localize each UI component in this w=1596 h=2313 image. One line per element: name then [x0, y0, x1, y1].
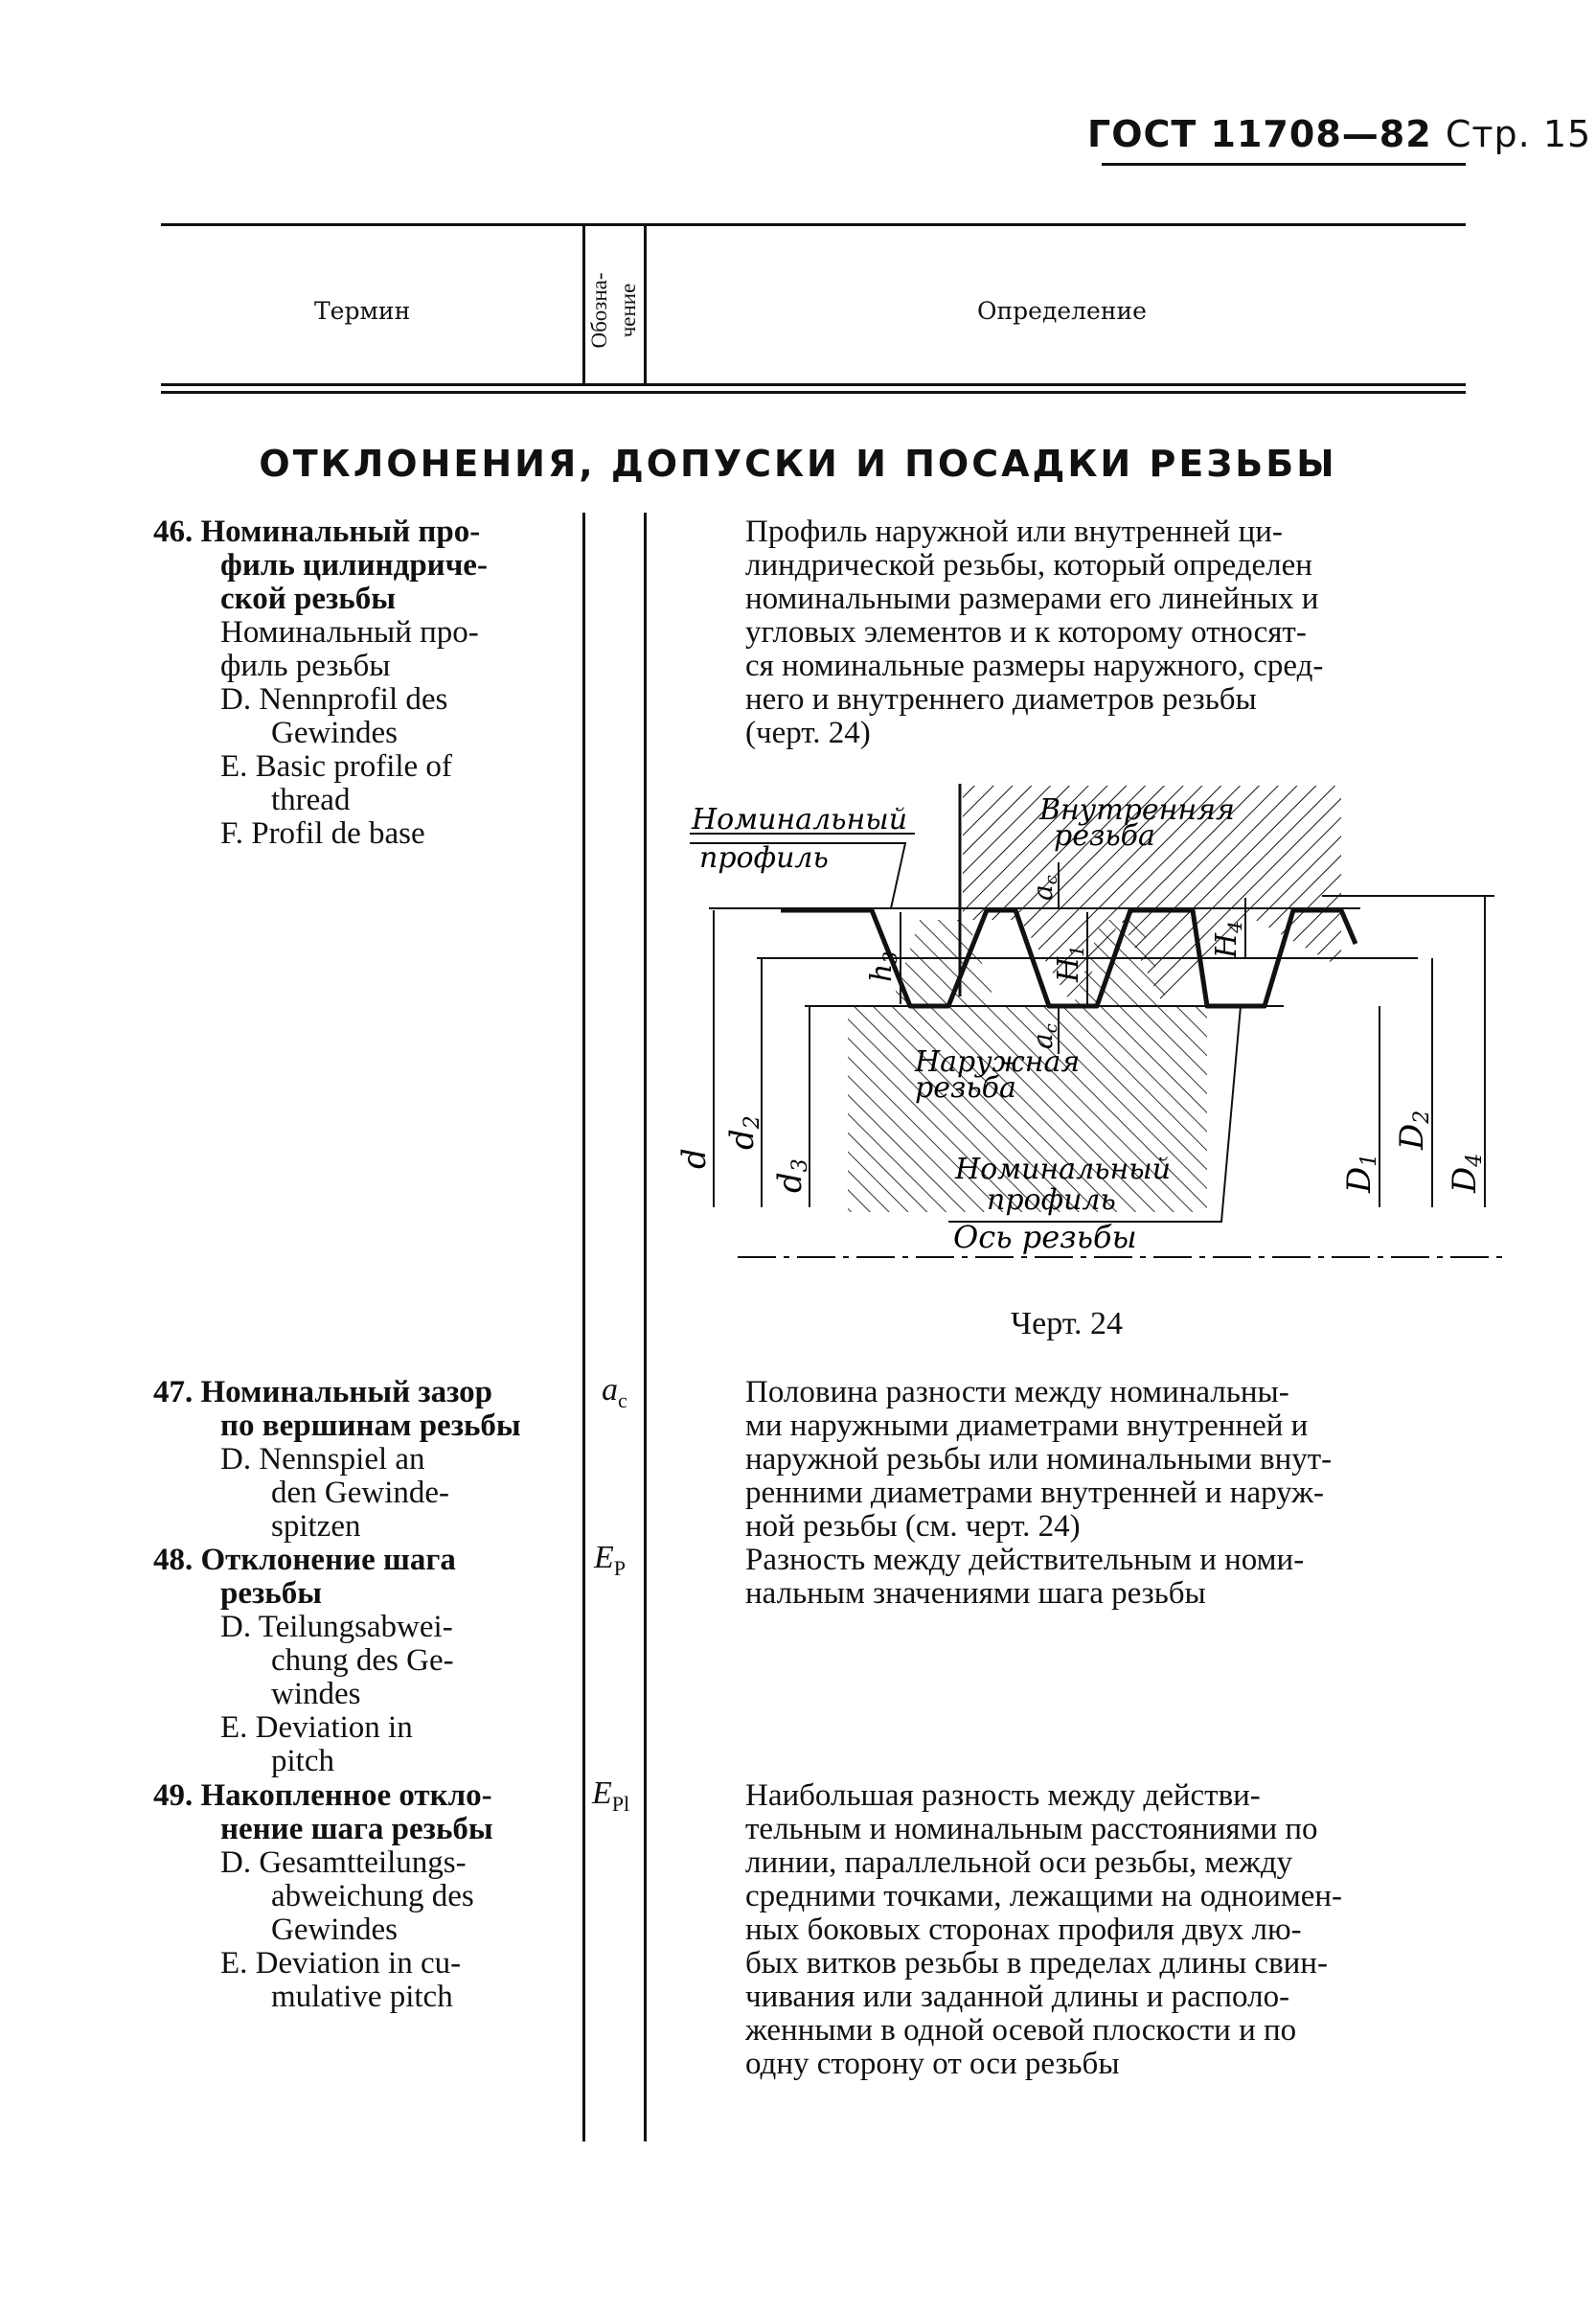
term-line: 46. Номинальный про-	[153, 515, 481, 549]
body-symbol-left-rule	[582, 513, 585, 2141]
term-line: Gewindes	[271, 716, 398, 750]
term-line: pitch	[271, 1744, 334, 1778]
term-column-header: Термин	[314, 297, 411, 325]
svg-text:ac: ac	[1027, 875, 1061, 901]
definition-line: линдрической резьбы, который определен	[745, 548, 1312, 583]
term-line: Gewindes	[271, 1912, 398, 1947]
definition-line: женными в одной осевой плоскости и по	[745, 2013, 1297, 2048]
symbol-column-header	[581, 240, 648, 381]
term-line: mulative pitch	[271, 1980, 453, 2014]
symbol-main: a	[602, 1372, 618, 1408]
definition-line: ной резьбы (см. черт. 24)	[745, 1509, 1081, 1544]
definition-line: тельным и номинальным расстояниями по	[745, 1812, 1318, 1846]
symbol-48	[594, 1540, 626, 1581]
term-line: филь резьбы	[220, 649, 391, 683]
symbol-header-line2: чение	[616, 283, 640, 338]
definition-line: одну сторону от оси резьбы	[745, 2047, 1120, 2081]
definition-line: ся номинальные размеры наружного, сред-	[745, 649, 1324, 683]
definition-line: номинальными размерами его линейных и	[745, 582, 1319, 616]
label-internal-thread-2: резьба	[1054, 819, 1155, 853]
definition-49	[745, 1779, 1416, 2081]
term-line: по вершинам резьбы	[220, 1408, 521, 1443]
term-line: D. Nennspiel an	[220, 1442, 425, 1477]
term-line: windes	[271, 1677, 361, 1711]
symbol-main: E	[594, 1540, 614, 1575]
definition-line: линии, параллельной оси резьбы, между	[745, 1845, 1293, 1880]
term-46	[153, 515, 575, 851]
term-line: резьбы	[220, 1576, 322, 1611]
term-line: Номинальный про-	[220, 615, 479, 650]
label-D2	[1393, 1111, 1434, 1151]
definition-column-header: Определение	[977, 297, 1147, 325]
label-D1	[1340, 1154, 1381, 1194]
definition-line: него и внутреннего диаметров резьбы	[745, 682, 1257, 717]
term-line: chung des Ge-	[271, 1643, 454, 1678]
term-line: thread	[271, 783, 351, 817]
definition-46	[745, 515, 1416, 750]
svg-text:H1: $H_1$	[1052, 945, 1088, 982]
label-d3	[771, 1158, 812, 1193]
term-line: spitzen	[271, 1509, 361, 1544]
label-d2	[723, 1115, 764, 1150]
definition-line: ми наружными диаметрами внутренней и	[745, 1408, 1309, 1443]
term-line: E. Deviation in	[220, 1710, 413, 1745]
svg-text:ac: ac	[1027, 1023, 1061, 1049]
svg-text:D2: D2	[1393, 1110, 1434, 1150]
section-title: ОТКЛОНЕНИЯ, ДОПУСКИ И ПОСАДКИ РЕЗЬБЫ	[259, 443, 1337, 485]
page-number: Стр. 15	[1445, 113, 1592, 155]
svg-text:d: d	[675, 1148, 714, 1169]
thread-profile-drawing	[671, 767, 1514, 1284]
label-nominal-profile-top-1: Номинальный	[692, 803, 908, 836]
definition-line: нальным значениями шага резьбы	[745, 1576, 1206, 1611]
label-nominal-profile-top-2: профиль	[699, 841, 829, 875]
symbol-sub: P	[613, 1555, 627, 1580]
definition-line: Профиль наружной или внутренней ци-	[745, 515, 1283, 549]
svg-text:D1: D1	[1340, 1153, 1381, 1193]
definition-line: Разность между действительным и номи-	[745, 1543, 1305, 1577]
symbol-49	[592, 1775, 629, 1817]
definition-line: чивания или заданной длины и располо-	[745, 1980, 1290, 2014]
term-line: ской резьбы	[220, 582, 396, 616]
document-number: ГОСТ 11708—82	[1087, 113, 1432, 155]
label-external-thread-1: Наружная	[915, 1045, 1081, 1079]
term-49	[153, 1779, 575, 2014]
label-nominal-profile-bottom-1: Номинальный	[955, 1153, 1172, 1186]
term-line: D. Gesamtteilungs-	[220, 1845, 467, 1880]
svg-text:h3: $h_3$	[865, 950, 901, 982]
term-line: den Gewinde-	[271, 1476, 450, 1510]
svg-text:D4: D4	[1446, 1153, 1487, 1193]
definition-line: бых витков резьбы в пределах длины свин-	[745, 1946, 1328, 1981]
term-line: D. Teilungsabwei-	[220, 1610, 453, 1644]
label-D4	[1446, 1154, 1487, 1194]
definition-line: ных боковых сторонах профиля двух лю-	[745, 1912, 1302, 1947]
term-line: 47. Номинальный зазор	[153, 1375, 493, 1409]
term-line: D. Nennprofil des	[220, 682, 448, 717]
table-head-rule-1	[161, 383, 1466, 386]
term-line: филь цилиндриче-	[220, 548, 488, 583]
term-47	[153, 1376, 575, 1544]
definition-line: ренними диаметрами внутренней и наруж-	[745, 1476, 1325, 1510]
table-head-rule-2	[161, 391, 1466, 394]
table-top-rule	[161, 223, 1466, 226]
definition-line: Наибольшая разность между действи-	[745, 1778, 1261, 1813]
svg-text:d3: d3	[771, 1158, 812, 1193]
definition-line: (черт. 24)	[745, 716, 871, 750]
term-line: 48. Отклонение шага	[153, 1543, 456, 1577]
term-line: 49. Накопленное откло-	[153, 1778, 492, 1813]
label-thread-axis: Ось резьбы	[953, 1219, 1137, 1255]
symbol-47	[602, 1372, 627, 1413]
figure-caption: Черт. 24	[1011, 1306, 1124, 1341]
label-d	[675, 1148, 714, 1169]
symbol-sub: c	[618, 1387, 627, 1412]
definition-line: средними точками, лежащими на одноимен-	[745, 1879, 1343, 1913]
definition-47	[745, 1376, 1416, 1544]
term-line: E. Deviation in cu-	[220, 1946, 462, 1981]
svg-text:d2: d2	[723, 1115, 764, 1150]
definition-line: угловых элементов и к которому относят-	[745, 615, 1307, 650]
symbol-header-line1: Обозна-	[587, 272, 611, 349]
term-line: F. Profil de base	[220, 816, 425, 851]
definition-48	[745, 1544, 1416, 1611]
term-48	[153, 1544, 575, 1778]
label-h3	[865, 951, 901, 982]
term-line: нение шага резьбы	[220, 1812, 493, 1846]
svg-text:H4: $H_4$	[1210, 921, 1246, 958]
label-external-thread-2: резьба	[915, 1071, 1016, 1105]
symbol-main: E	[592, 1775, 612, 1811]
page-header	[1087, 113, 1591, 155]
header-underline	[1102, 163, 1466, 166]
term-line: E. Basic profile of	[220, 749, 452, 784]
symbol-sub: Pl	[611, 1791, 630, 1816]
definition-line: Половина разности между номинальны-	[745, 1375, 1289, 1409]
label-nominal-profile-bottom-2: профиль	[987, 1183, 1116, 1217]
definition-line: наружной резьбы или номинальными внут-	[745, 1442, 1333, 1477]
term-line: abweichung des	[271, 1879, 474, 1913]
body-symbol-right-rule	[644, 513, 647, 2141]
label-internal-thread-1: Внутренняя	[1039, 793, 1235, 827]
